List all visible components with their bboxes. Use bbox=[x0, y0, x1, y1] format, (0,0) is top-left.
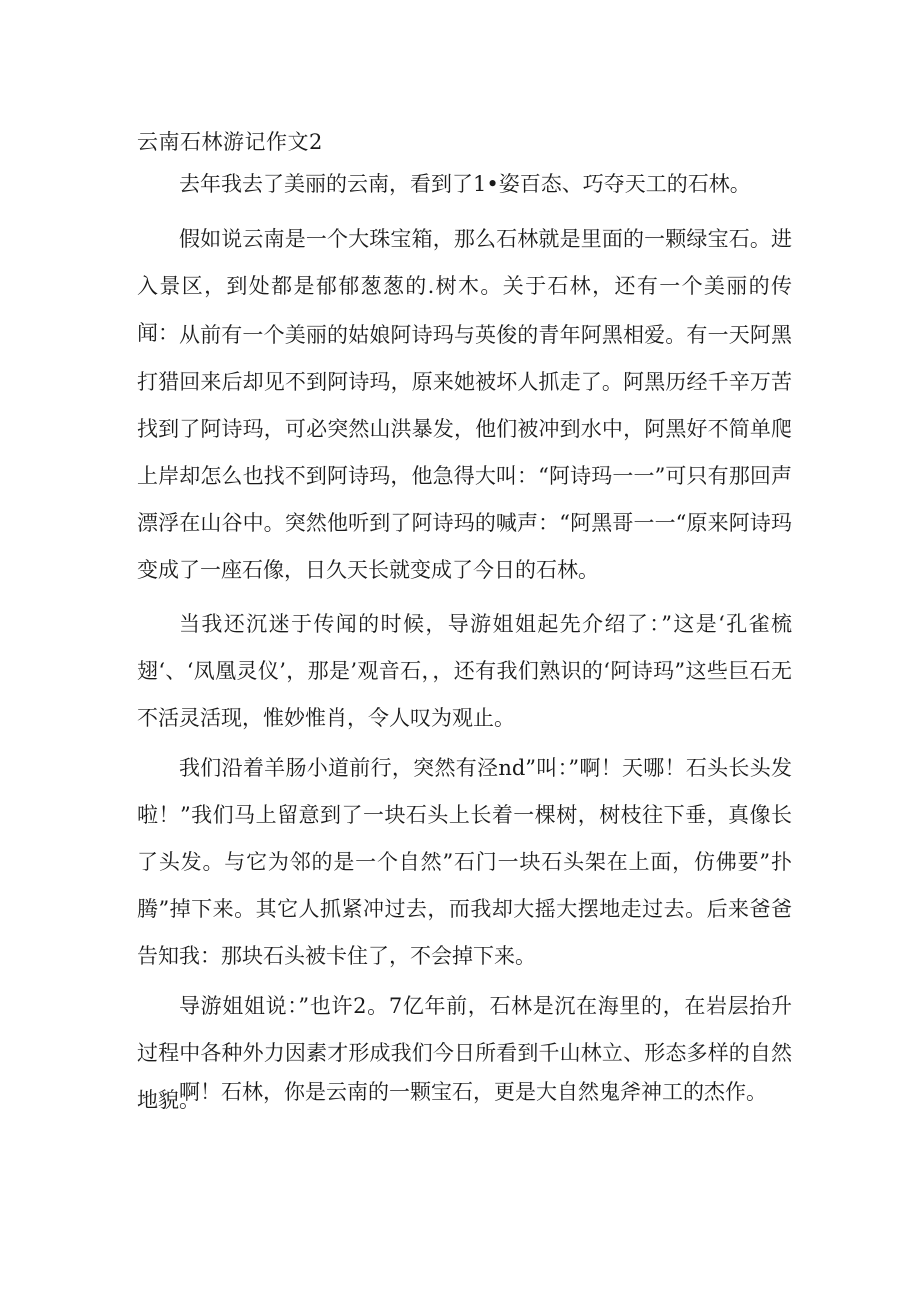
paragraph-2: 假如说云南是一个大珠宝箱，那么石林就是里面的一颗绿宝石。进入景区，到处都是郁郁葱葱的.树木。关于石林，还有一个美丽的传闻： bbox=[137, 227, 792, 345]
paragraph-1: 去年我去了美丽的云南，看到了1•姿百态、巧夺天工的石林。 bbox=[179, 172, 751, 196]
paragraph-6: 导游姐姐说：”也许2。7亿年前，石林是沉在海里的，在岩层抬升过程中各种外力因素才形成我们今日所看到千山林立、形态多样的自然地貌。 bbox=[137, 994, 792, 1112]
paragraph-5: 我们沿着羊肠小道前行，突然有泾nd”叫：”啊！天哪！石头长头发啦！”我们马上留意到了一块石头上长着一棵树，树枝往下垂，真像长了头发。与它为邻的是一个自然”石门一块石头架在上面，仿佛要”扑腾”掉下来。其它人抓紧冲过去，而我却大摇大摆地走过去。后来爸爸告知我：那块石头被卡住了，不会掉下来。 bbox=[137, 756, 792, 968]
paragraph-7: 啊！石林，你是云南的一颗宝石，更是大自然鬼斧神工的杰作。 bbox=[179, 1080, 767, 1104]
paragraph-4: 当我还沉迷于传闻的时候，导游姐姐起先介绍了：”这是‘孔雀梳翅‘、‘凤凰灵仪’，那是’观音石，，还有我们熟识的‘阿诗玛”这些巨石无不活灵活现，惟妙惟肖，令人叹为观止。 bbox=[137, 612, 792, 730]
document-title: 云南石林游记作文2 bbox=[137, 130, 323, 154]
paragraph-3: 从前有一个美丽的姑娘阿诗玛与英俊的青年阿黑相爱。有一天阿黑打猎回来后却见不到阿诗玛，原来她被坏人抓走了。阿黑历经千辛万苦找到了阿诗玛，可必突然山洪暴发，他们被冲到水中，阿黑好不简单爬上岸却怎么也找不到阿诗玛，他急得大叫：“阿诗玛一一”可只有那回声漂浮在山谷中。突然他听到了阿诗玛的喊声：“阿黑哥一一“原来阿诗玛变成了一座石像，日久天长就变成了今日的石林。 bbox=[137, 323, 792, 582]
